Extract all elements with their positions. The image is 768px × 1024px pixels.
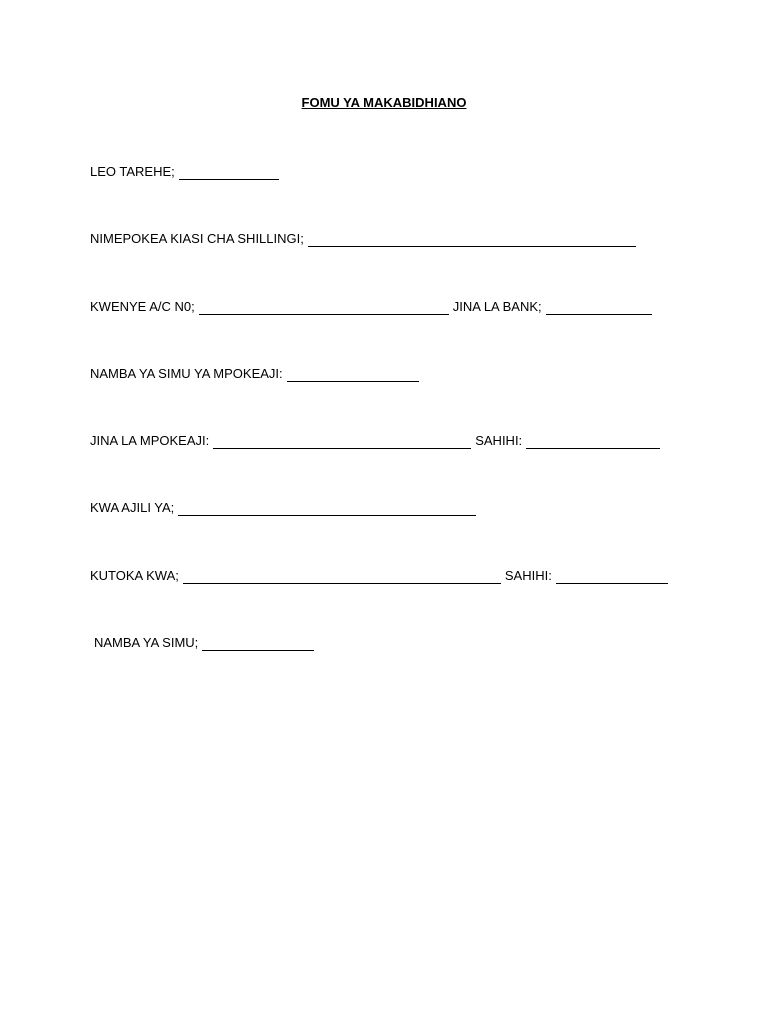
from-label: KUTOKA KWA; bbox=[90, 568, 179, 583]
recipient-signature-field[interactable] bbox=[526, 434, 660, 449]
account-label: KWENYE A/C N0; bbox=[90, 299, 195, 314]
recipient-phone-label: NAMBA YA SIMU YA MPOKEAJI: bbox=[90, 366, 283, 381]
bank-label: JINA LA BANK; bbox=[452, 299, 542, 314]
amount-label: NIMEPOKEA KIASI CHA SHILLINGI; bbox=[90, 231, 304, 246]
date-label: LEO TAREHE; bbox=[90, 164, 175, 179]
from-row bbox=[90, 566, 672, 584]
recipient-signature-label: SAHIHI: bbox=[475, 433, 523, 448]
account-row bbox=[90, 297, 656, 315]
date-field[interactable] bbox=[179, 165, 279, 180]
recipient-name-field[interactable] bbox=[213, 434, 471, 449]
purpose-label: KWA AJILI YA; bbox=[90, 500, 175, 515]
recipient-phone-field[interactable] bbox=[287, 367, 419, 382]
phone-row bbox=[94, 633, 318, 651]
account-number-field[interactable] bbox=[199, 300, 449, 315]
phone-label: NAMBA YA SIMU; bbox=[94, 635, 199, 650]
sender-signature-label: SAHIHI: bbox=[504, 568, 552, 583]
date-row bbox=[90, 162, 283, 180]
recipient-phone-row bbox=[90, 364, 423, 382]
phone-field[interactable] bbox=[202, 636, 314, 651]
recipient-name-label: JINA LA MPOKEAJI: bbox=[90, 433, 210, 448]
bank-name-field[interactable] bbox=[546, 300, 652, 315]
purpose-row bbox=[90, 498, 480, 516]
recipient-name-row bbox=[90, 431, 664, 449]
form-title: FOMU YA MAKABIDHIANO bbox=[301, 95, 467, 110]
amount-row bbox=[90, 229, 640, 247]
from-field[interactable] bbox=[183, 569, 501, 584]
sender-signature-field[interactable] bbox=[556, 569, 668, 584]
purpose-field[interactable] bbox=[178, 501, 476, 516]
amount-field[interactable] bbox=[308, 232, 636, 247]
